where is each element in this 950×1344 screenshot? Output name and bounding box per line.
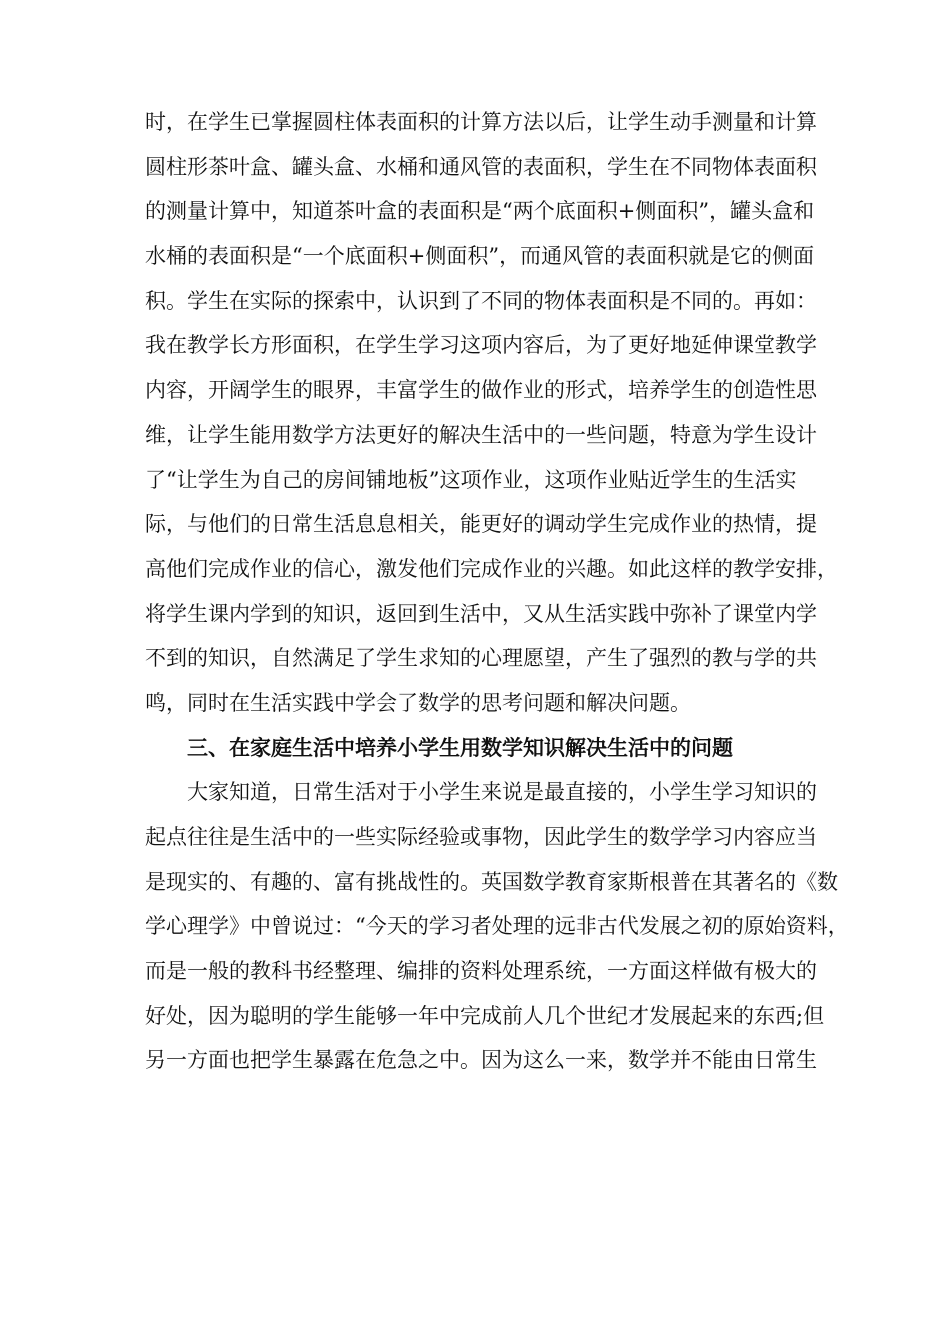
- text-line: 鸣，同时在生活实践中学会了数学的思考问题和解决问题。: [145, 690, 691, 715]
- paragraph-continuation: [145, 100, 875, 726]
- text-line: 起点往往是生活中的一些实际经验或事物，因此学生的数学学习内容应当: [145, 825, 817, 849]
- text-line: 将学生课内学到的知识，返回到生活中，又从生活实践中弥补了课堂内学: [145, 601, 817, 626]
- text-line: 时，在学生已掌握圆柱体表面积的计算方法以后，让学生动手测量和计算: [145, 110, 817, 134]
- text-line: 学心理学》中曾说过：“今天的学习者处理的远非古代发展之初的原始资料，: [145, 914, 849, 939]
- text-line: 另一方面也把学生暴露在危急之中。因为这么一来，数学并不能由日常生: [145, 1048, 817, 1073]
- text-line: 我在教学长方形面积，在学生学习这项内容后，为了更好地延伸课堂教学: [145, 333, 817, 358]
- text-line: 水桶的表面积是“一个底面积+侧面积”，而通风管的表面积就是它的侧面: [145, 244, 815, 269]
- text-line: 好处，因为聪明的学生能够一年中完成前人几个世纪才发展起来的东西;但: [145, 1003, 825, 1028]
- text-line: 而是一般的教科书经整理、编排的资料处理系统，一方面这样做有极大的: [145, 959, 817, 984]
- document-body: [145, 100, 875, 1083]
- text-line: 维，让学生能用数学方法更好的解决生活中的一些问题，特意为学生设计: [145, 422, 817, 447]
- text-line: 大家知道，日常生活对于小学生来说是最直接的，小学生学习知识的: [187, 780, 817, 805]
- text-line: 不到的知识，自然满足了学生求知的心理愿望，产生了强烈的教与学的共: [145, 646, 817, 671]
- text-line: 了“让学生为自己的房间铺地板”这项作业，这项作业贴近学生的生活实: [145, 467, 797, 492]
- paragraph-family-life: [145, 770, 875, 1083]
- text-line: 是现实的、有趣的、富有挑战性的。英国数学教育家斯根普在其著名的《数: [145, 869, 838, 894]
- text-line: 的测量计算中，知道茶叶盒的表面积是“两个底面积+侧面积”，罐头盒和: [145, 199, 815, 224]
- text-line: 高他们完成作业的信心，激发他们完成作业的兴趣。如此这样的教学安排，: [145, 556, 838, 581]
- text-line: 积。学生在实际的探索中，认识到了不同的物体表面积是不同的。再如：: [145, 288, 817, 313]
- text-line: 内容，开阔学生的眼界，丰富学生的做作业的形式，培养学生的创造性思: [145, 378, 817, 403]
- text-line: 圆柱形茶叶盒、罐头盒、水桶和通风管的表面积，学生在不同物体表面积: [145, 154, 817, 179]
- text-line: 际，与他们的日常生活息息相关，能更好的调动学生完成作业的热情，提: [145, 512, 817, 537]
- section-heading: 三、在家庭生活中培养小学生用数学知识解决生活中的问题: [187, 734, 733, 760]
